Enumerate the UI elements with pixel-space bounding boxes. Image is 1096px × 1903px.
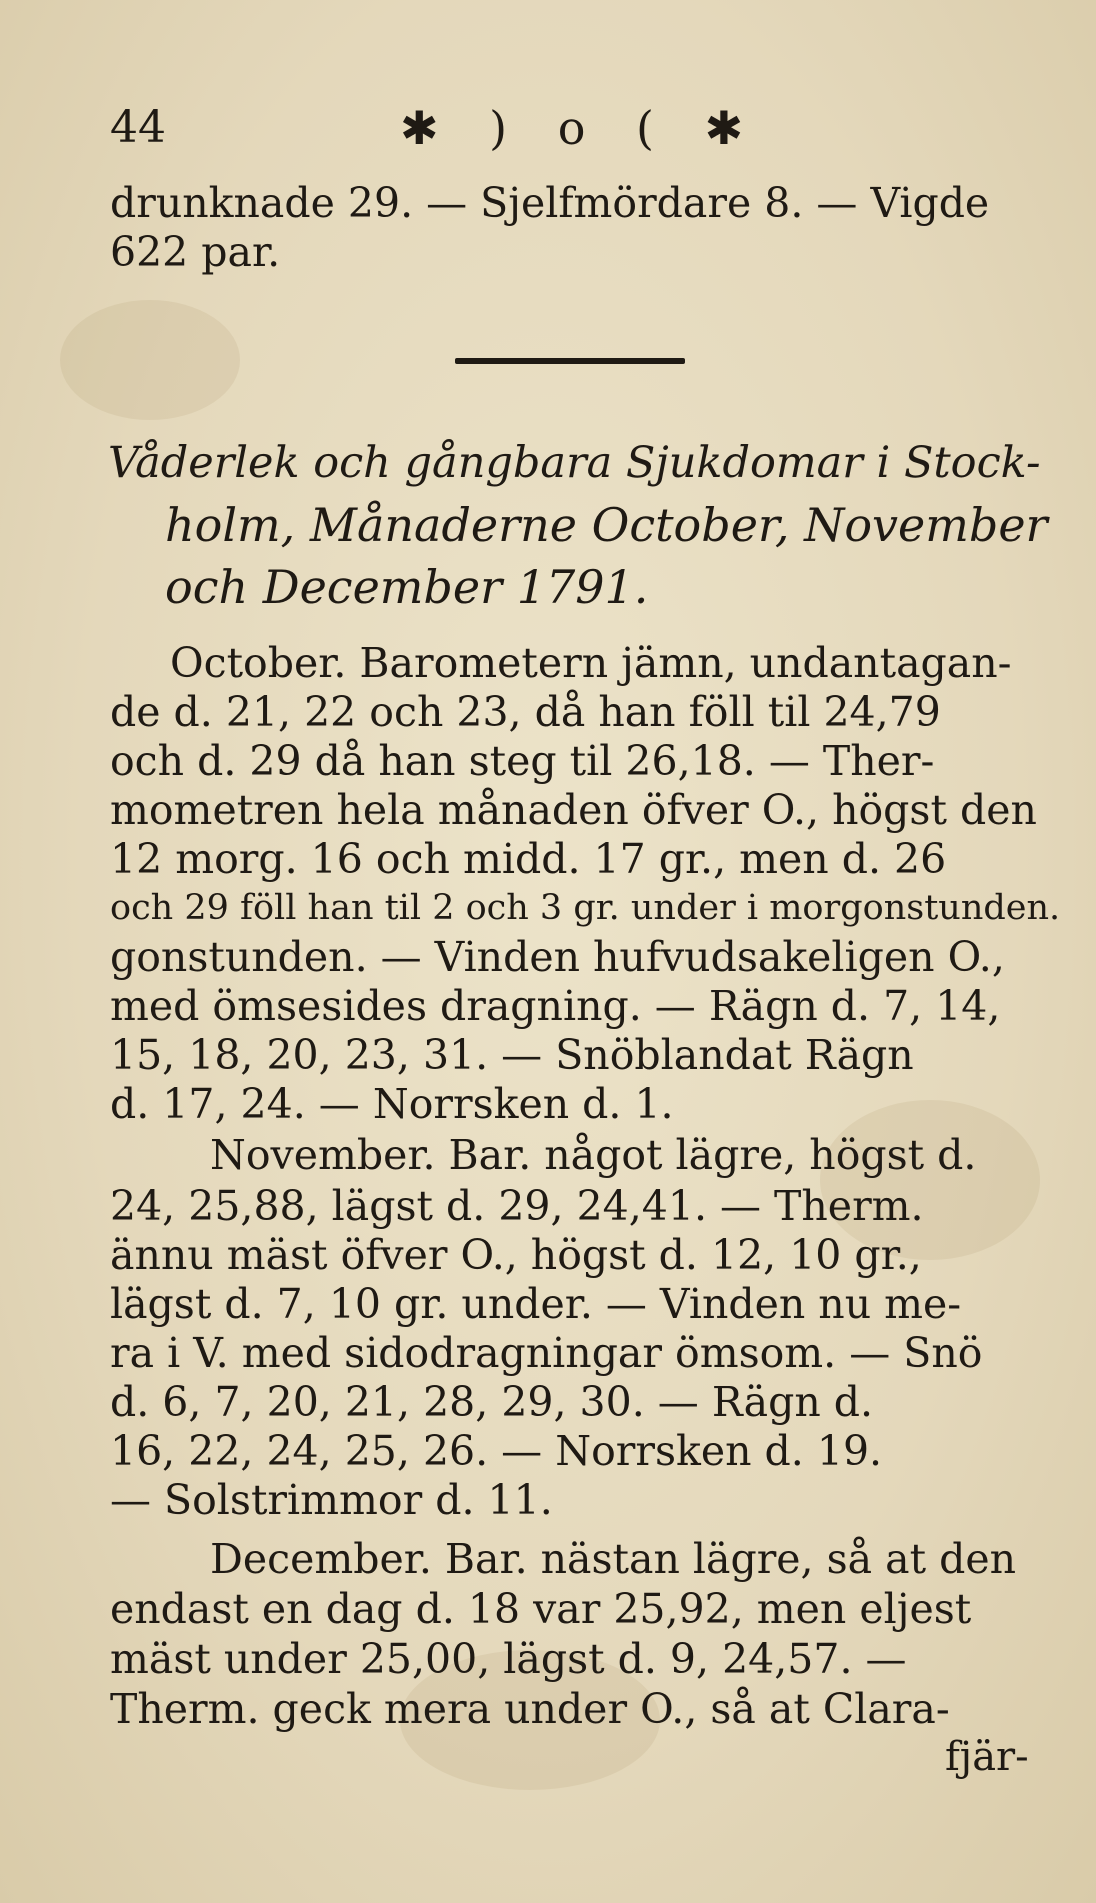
intro-line-2: 622 par. [110, 228, 281, 276]
body-line-14: lägst d. 7, 10 gr. under. — Vinden nu me- [110, 1280, 962, 1328]
body-line-11: November. Bar. något lägre, högst d. [210, 1131, 977, 1179]
body-line-16: d. 6, 7, 20, 21, 28, 29, 30. — Rägn d. [110, 1378, 874, 1426]
body-line-17: 16, 22, 24, 25, 26. — Norrsken d. 19. [110, 1427, 883, 1475]
section-divider [455, 358, 685, 364]
body-line-5: 12 morg. 16 och midd. 17 gr., men d. 26 [110, 835, 947, 883]
body-line-3: och d. 29 då han steg til 26,18. — Ther- [110, 737, 935, 785]
header-ornament: ✱ ) o ( ✱ [400, 101, 762, 155]
body-line-19: December. Bar. nästan lägre, så at den [210, 1535, 1017, 1583]
body-line-10: d. 17, 24. — Norrsken d. 1. [110, 1080, 674, 1128]
body-line-21: mäst under 25,00, lägst d. 9, 24,57. — [110, 1635, 907, 1683]
page-number: 44 [110, 102, 166, 153]
body-line-4: mometren hela månaden öfver O., högst den [110, 786, 1037, 834]
body-line-13: ännu mäst öfver O., högst d. 12, 10 gr., [110, 1231, 922, 1279]
section-title-line-1: Våderlek och gångbara Sjukdomar i Stock- [108, 438, 1041, 488]
body-line-12: 24, 25,88, lägst d. 29, 24,41. — Therm. [110, 1182, 924, 1230]
body-line-8: med ömsesides dragning. — Rägn d. 7, 14, [110, 982, 1001, 1030]
body-line-1: October. Barometern jämn, undantagan- [170, 639, 1012, 687]
body-line-7: gonstunden. — Vinden hufvudsakeligen O., [110, 933, 1005, 981]
body-line-2: de d. 21, 22 och 23, då han föll til 24,79 [110, 688, 941, 736]
body-line-9: 15, 18, 20, 23, 31. — Snöblandat Rägn [110, 1031, 914, 1079]
section-title-line-2: holm, Månaderne October, November [165, 498, 1048, 552]
body-line-22: Therm. geck mera under O., så at Clara- [110, 1685, 950, 1733]
catchword: fjär- [945, 1734, 1029, 1780]
intro-line-1: drunknade 29. — Sjelfmördare 8. — Vigde [110, 179, 990, 227]
section-title-line-3: och December 1791. [165, 560, 649, 614]
body-line-20: endast en dag d. 18 var 25,92, men eljest [110, 1585, 972, 1633]
body-line-15: ra i V. med sidodragningar ömsom. — Snö [110, 1329, 983, 1377]
body-line-6: och 29 föll han til 2 och 3 gr. under i morgonstunden. [110, 888, 1061, 928]
paper-stain [60, 300, 240, 420]
body-line-18: — Solstrimmor d. 11. [110, 1476, 553, 1524]
running-header [110, 98, 1010, 158]
